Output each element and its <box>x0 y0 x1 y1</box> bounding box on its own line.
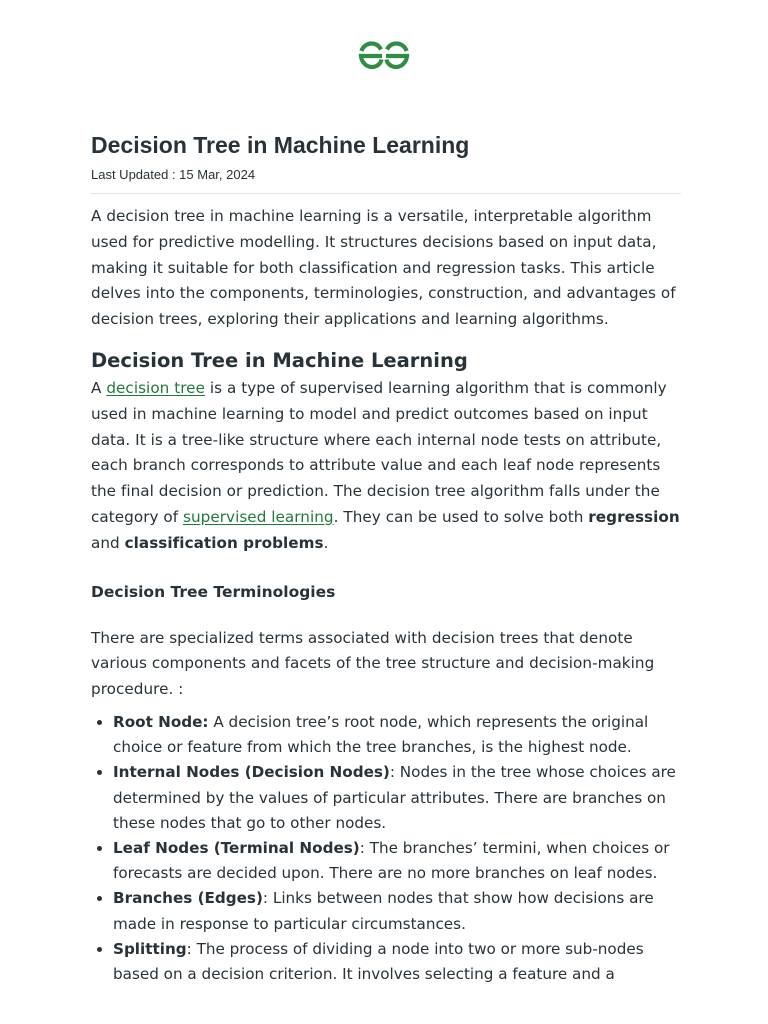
last-updated: Last Updated : 15 Mar, 2024 <box>91 167 256 182</box>
list-item <box>113 760 681 836</box>
bold-classification-problems: classification problems <box>124 533 324 552</box>
terminology-heading: Decision Tree Terminologies <box>91 582 336 601</box>
definition-paragraph <box>91 376 681 557</box>
gfg-logo-icon[interactable] <box>356 40 412 70</box>
para-text: . They can be used to solve both <box>333 507 589 526</box>
term-description: : Links between nodes that show how decisions are made in response to particular circumstances. <box>113 889 654 933</box>
decision-tree-link[interactable]: decision tree <box>106 378 205 397</box>
term-description: : The process of dividing a node into two or more sub-nodes based on a decision criterion. It involves selecting a feature and a <box>113 939 644 983</box>
para-text: . <box>323 533 329 552</box>
term-description: : Nodes in the tree whose choices are determined by the values of particular attributes. There are branches on these nodes that go to other nodes. <box>113 763 676 832</box>
list-item <box>113 710 681 760</box>
term-name: Leaf Nodes (Terminal Nodes) <box>113 838 360 857</box>
intro-paragraph: A decision tree in machine learning is a versatile, interpretable algorithm used for predictive modelling. It structures decisions based on input data, making it suitable for both classification and regression tasks. This article delves into the components, terminologies, construction, and advantages of decision trees, exploring their applications and learning algorithms. <box>91 207 676 329</box>
para-text: and <box>91 533 125 552</box>
terminology-list <box>91 710 681 987</box>
list-item <box>113 886 681 936</box>
supervised-learning-link[interactable]: supervised learning <box>183 507 334 526</box>
term-description: : The branches’ termini, when choices or forecasts are decided upon. There are no more branches on leaf nodes. <box>113 838 670 883</box>
term-name: Internal Nodes (Decision Nodes) <box>113 763 390 782</box>
list-item <box>113 836 681 886</box>
bold-regression: regression <box>588 507 680 526</box>
term-description: A decision tree’s root node, which represents the original choice or feature from which the tree branches, is the highest node. <box>113 712 649 757</box>
article-title: Decision Tree in Machine Learning <box>91 132 470 158</box>
term-name: Branches (Edges) <box>113 889 263 908</box>
term-name: Root Node: <box>113 712 209 731</box>
terminology-intro: There are specialized terms associated with decision trees that denote various components and facets of the tree structure and decision-making procedure. : <box>91 628 655 699</box>
site-header <box>0 40 768 72</box>
section-heading: Decision Tree in Machine Learning <box>91 348 468 372</box>
para-text: A <box>91 378 107 397</box>
list-item <box>113 937 681 987</box>
article <box>91 128 681 987</box>
term-name: Splitting <box>113 939 187 958</box>
para-text: is a type of supervised learning algorithm that is commonly used in machine learning to model and predict outcomes based on input data. It is a tree-like structure where each internal node tests on attribute, each branch corresponds to attribute value and each leaf node represents the final decision or prediction. The decision tree algorithm falls under the category of <box>91 378 667 526</box>
title-divider <box>91 193 681 194</box>
